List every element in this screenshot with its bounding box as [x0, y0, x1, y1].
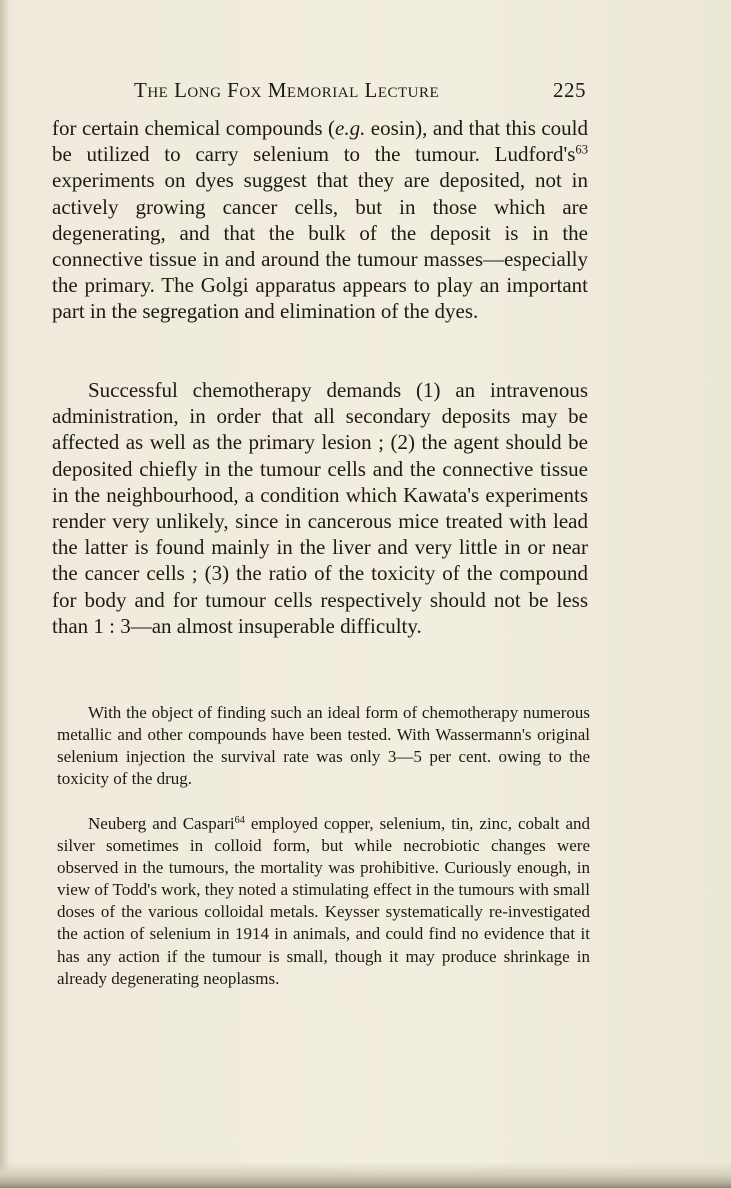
paragraph-dyes: [52, 115, 588, 325]
paragraph-text: experiments on dyes suggest that they are deposited, not in actively growing cancer cells, but in those which are degenerating, and that the bulk of the deposit is in the connective tissue in and around the tumour masses—especially the primary. The Golgi apparatus appears to play an important part in the segregation and elimination of the dyes.: [52, 168, 588, 324]
paragraph-text: for certain chemical compounds (: [52, 116, 336, 140]
page-bottom-edge: [0, 1162, 731, 1188]
running-title: The Long Fox Memorial Lecture: [134, 78, 440, 102]
abbreviation-eg: e.g.: [335, 116, 366, 140]
footnote-ref-63: 63: [575, 142, 588, 157]
paragraph-text: employed copper, selenium, tin, zinc, cobalt and silver sometimes in colloid form, but while necrobiotic changes were observed in the tumours, the mortality was prohibitive. Curiously enough, in view of Todd's work, they noted a stimulating effect in the tumours with small doses of the various colloidal metals. Keysser systematically re-investigated the action of selenium in 1914 in animals, and could find no evidence that it has any action if the tumour is small, though it may produce shrinkage in already degenerating neoplasms.: [57, 814, 591, 988]
paragraph-text: Neuberg and Caspari: [88, 814, 235, 833]
paragraph-neuberg: [57, 813, 590, 990]
page-number: 225: [553, 78, 586, 102]
paragraph-text: eosin), and that this could be utilized to carry selenium to the tumour. Ludford's: [52, 116, 588, 167]
paragraph-object: [57, 702, 590, 790]
page-gutter-shadow: [0, 0, 8, 1188]
footnote-ref-64: 64: [234, 814, 245, 826]
paragraph-text: Successful chemotherapy demands (1) an intravenous administration, in order that all secondary deposits may be affected as well as the primary lesion ; (2) the agent should be deposited chiefly in the tumour cells and the connective tissue in the neighbourhood, a condition which Kawata's experiments render very unlikely, since in cancerous mice treated with lead the latter is found mainly in the liver and very little in or near the cancer cells ; (3) the ratio of the toxicity of the compound for body and for tumour cells respectively should not be less than 1 : 3—an almost insuperable difficulty.: [52, 378, 588, 638]
running-header: [134, 78, 586, 104]
paragraph-chemotherapy-demands: [52, 377, 588, 639]
paragraph-text: With the object of finding such an ideal form of chemotherapy numerous metallic and other compounds have been tested. With Wassermann's original selenium injection the survival rate was only 3—5 per cent. owing to the toxicity of the drug.: [57, 703, 590, 789]
